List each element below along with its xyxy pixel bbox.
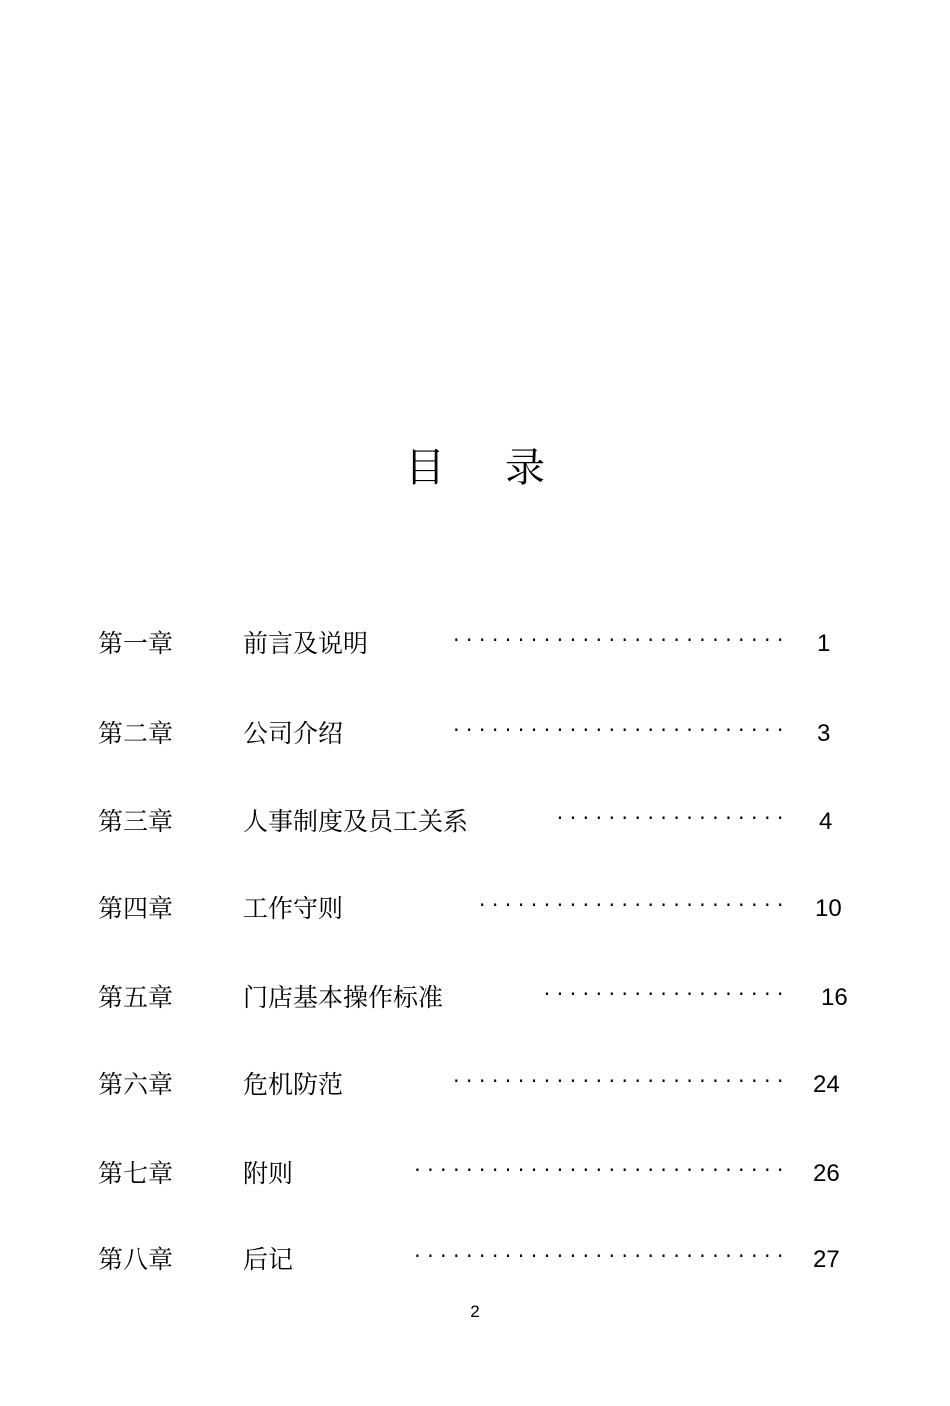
toc-chapter-title: 门店基本操作标准 bbox=[243, 983, 444, 1012]
toc-leader-dots: ·························· bbox=[453, 628, 790, 652]
toc-leader-dots: ··················· bbox=[543, 982, 790, 1006]
toc-page-number: 16 bbox=[821, 984, 848, 1011]
toc-chapter-label: 第七章 bbox=[98, 1159, 174, 1188]
toc-page-number: 4 bbox=[819, 808, 833, 835]
toc-page-number: 3 bbox=[817, 720, 831, 747]
toc-page-number: 24 bbox=[813, 1071, 840, 1098]
page-title: 目录 bbox=[405, 445, 605, 491]
toc-leader-dots: ····························· bbox=[414, 1158, 790, 1182]
toc-entry[interactable] bbox=[0, 624, 950, 664]
toc-chapter-title: 公司介绍 bbox=[243, 719, 344, 748]
toc-entry[interactable] bbox=[0, 978, 950, 1018]
toc-page-number: 27 bbox=[813, 1246, 840, 1273]
toc-chapter-title: 附则 bbox=[243, 1159, 294, 1188]
toc-chapter-title: 前言及说明 bbox=[243, 629, 369, 658]
toc-leader-dots: ························ bbox=[479, 893, 790, 917]
toc-entry[interactable] bbox=[0, 1154, 950, 1194]
toc-chapter-title: 工作守则 bbox=[243, 894, 344, 923]
toc-chapter-title: 人事制度及员工关系 bbox=[243, 807, 469, 836]
toc-leader-dots: ····························· bbox=[414, 1244, 790, 1268]
toc-chapter-title: 危机防范 bbox=[243, 1070, 344, 1099]
toc-chapter-label: 第六章 bbox=[98, 1070, 174, 1099]
toc-leader-dots: ·························· bbox=[453, 1069, 790, 1093]
toc-page-number: 1 bbox=[817, 630, 831, 657]
toc-entry[interactable] bbox=[0, 1240, 950, 1280]
toc-chapter-label: 第一章 bbox=[98, 629, 174, 658]
toc-entry[interactable] bbox=[0, 802, 950, 842]
toc-entry[interactable] bbox=[0, 714, 950, 754]
toc-page-number: 26 bbox=[813, 1160, 840, 1187]
page-number: 2 bbox=[470, 1302, 480, 1321]
toc-chapter-label: 第五章 bbox=[98, 983, 174, 1012]
toc-chapter-label: 第三章 bbox=[98, 807, 174, 836]
toc-chapter-label: 第四章 bbox=[98, 894, 174, 923]
toc-leader-dots: ·························· bbox=[453, 718, 790, 742]
toc-chapter-label: 第二章 bbox=[98, 719, 174, 748]
toc-page-number: 10 bbox=[815, 895, 842, 922]
toc-chapter-title: 后记 bbox=[243, 1245, 294, 1274]
toc-chapter-label: 第八章 bbox=[98, 1245, 174, 1274]
toc-entry[interactable] bbox=[0, 889, 950, 929]
toc-leader-dots: ·················· bbox=[556, 806, 790, 830]
toc-entry[interactable] bbox=[0, 1065, 950, 1105]
